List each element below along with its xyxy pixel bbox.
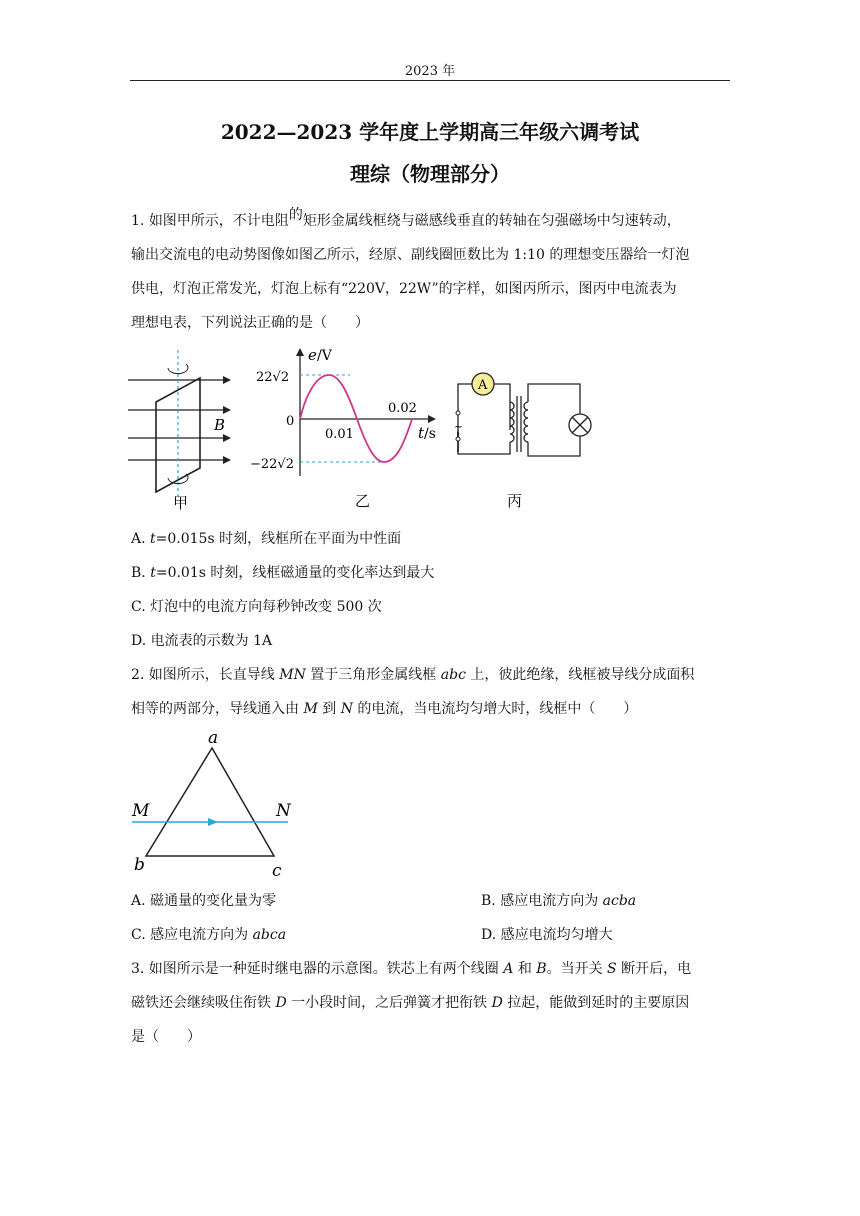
label-bing: 丙 xyxy=(507,492,523,510)
q2-stem xyxy=(131,658,731,726)
header-rule xyxy=(130,80,730,81)
exam-title: 2022—2023 学年度上学期高三年级六调考试 xyxy=(220,120,640,144)
svg-text:0: 0 xyxy=(286,414,295,429)
q2-line2: 相等的两部分，导线通入由 M 到 N 的电流，当电流均匀增大时，线框中（ ） xyxy=(131,701,638,717)
q1-line3: 供电，灯泡正常发光，灯泡上标有“220V，22W”的字样，如图丙所示，图丙中电流表为 xyxy=(131,281,677,297)
q1-line2: 输出交流电的电动势图像如图乙所示，经原、副线圈匝数比为 1:10 的理想变压器给一灯泡 xyxy=(131,247,690,263)
label-jia: 甲 xyxy=(173,494,189,512)
q3-line3: 是（ ） xyxy=(131,1029,201,1045)
svg-text:~: ~ xyxy=(454,420,464,433)
q1-options xyxy=(131,522,731,658)
q1-line1: 1. 如图甲所示，不计电阻的矩形金属线框绕与磁感线垂直的转轴在匀强磁场中匀速转动， xyxy=(131,207,681,229)
q1-stem xyxy=(131,204,731,340)
svg-text:b: b xyxy=(134,855,145,875)
svg-text:c: c xyxy=(272,861,282,881)
q1-option-d[interactable]: D. 电流表的示数为 1A xyxy=(131,633,273,649)
q3-stem xyxy=(131,952,731,1054)
svg-text:/V: /V xyxy=(317,348,332,364)
neg-peak-label: −22√2 xyxy=(250,457,294,472)
q3-line1: 3. 如图所示是一种延时继电器的示意图。铁芯上有两个线圈 A 和 B。当开关 S 断开后，电 xyxy=(131,961,692,977)
page-header: 2023 年 xyxy=(404,64,456,79)
figure-bing-circuit xyxy=(452,366,612,516)
q2-option-a[interactable]: A. 磁通量的变化量为零 xyxy=(131,893,277,909)
q1-superscript-char: 的 xyxy=(288,207,303,223)
label-yi: 乙 xyxy=(355,492,371,510)
q2-option-d[interactable]: D. 感应电流均匀增大 xyxy=(481,927,613,943)
svg-text:N: N xyxy=(276,801,291,821)
svg-text:/s: /s xyxy=(424,426,436,442)
svg-text:e: e xyxy=(308,346,317,364)
figure-triangle xyxy=(128,726,308,882)
field-B-label: B xyxy=(214,416,226,434)
svg-text:a: a xyxy=(208,728,219,748)
svg-text:M: M xyxy=(132,801,150,821)
q1-option-c[interactable]: C. 灯泡中的电流方向每秒钟改变 500 次 xyxy=(131,599,382,615)
q1-option-a[interactable]: A. t=0.015s 时刻，线框所在平面为中性面 xyxy=(131,531,402,547)
svg-text:t: t xyxy=(418,424,425,442)
t1-label: 0.01 xyxy=(325,427,354,442)
q3-line2: 磁铁还会继续吸住衔铁 D 一小段时间，之后弹簧才把衔铁 D 拉起，能做到延时的主要原因 xyxy=(131,995,690,1011)
q1-line4: 理想电表，下列说法正确的是（ ） xyxy=(131,315,369,331)
figure-yi-graph xyxy=(250,346,450,516)
exam-subtitle: 理综（物理部分） xyxy=(350,162,510,186)
q2-option-b[interactable]: B. 感应电流方向为 acba xyxy=(481,893,637,909)
q2-line1: 2. 如图所示，长直导线 MN 置于三角形金属线框 abc 上，彼此绝缘，线框被导线分成面积 xyxy=(131,667,695,683)
pos-peak-label: 22√2 xyxy=(256,370,290,385)
q2-option-c[interactable]: C. 感应电流方向为 abca xyxy=(131,927,287,943)
q1-option-b[interactable]: B. t=0.01s 时刻，线框磁通量的变化率达到最大 xyxy=(131,565,435,581)
ammeter-label: A xyxy=(478,378,488,393)
figure-jia xyxy=(128,350,248,520)
t2-label: 0.02 xyxy=(388,401,417,416)
